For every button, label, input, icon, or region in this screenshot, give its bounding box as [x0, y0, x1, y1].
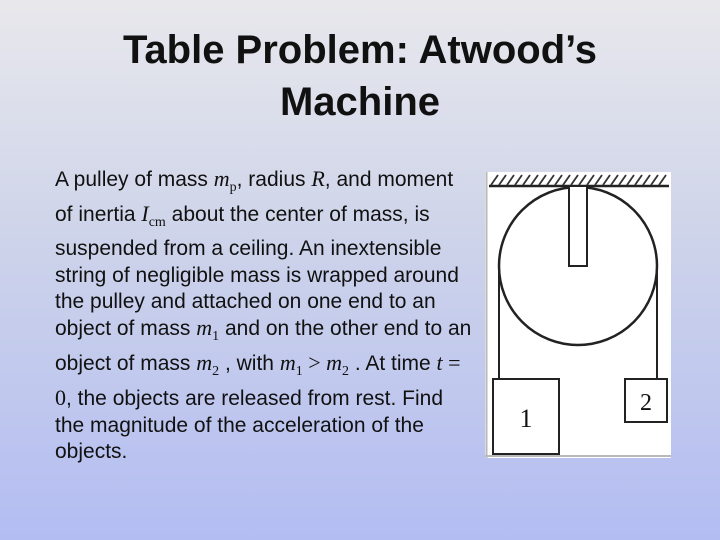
sub-2-compare: 2 — [342, 364, 350, 380]
sub-cm: cm — [148, 215, 166, 231]
title-line-1: Table Problem: Atwood’s — [122, 28, 598, 72]
sub-p: p — [229, 180, 237, 195]
mass-1-label: 1 — [519, 404, 533, 433]
problem-statement — [55, 166, 475, 465]
greater-than: > — [302, 350, 327, 376]
var-m: m — [213, 166, 230, 191]
var-m2-compare: m — [326, 350, 343, 376]
text-segment: about the center of mass, is suspended from a ceiling. An inextensible string of negligible mass is wrapped around the pulley and attached on one end to an object of mass — [55, 203, 459, 341]
pulley-support — [569, 186, 587, 266]
text-segment: , with — [219, 352, 280, 376]
text-segment: , the objects are released from rest. Find the magnitude of the acceleration of the objects. — [55, 387, 444, 463]
var-I: I — [141, 201, 149, 227]
slide-title — [0, 24, 720, 128]
text-segment: , radius — [236, 168, 312, 191]
text-segment: , and moment of inertia — [55, 168, 454, 227]
text-segment: . At time — [349, 352, 437, 376]
var-R: R — [311, 166, 325, 191]
title-line-2: Machine — [279, 80, 441, 124]
var-m1: m — [196, 315, 213, 341]
equals-zero: = 0 — [55, 350, 461, 411]
sub-1-compare: 1 — [295, 364, 303, 380]
text-segment: and on the other end to an object of mass — [55, 317, 472, 376]
sub-1: 1 — [212, 329, 220, 345]
atwood-machine-diagram — [485, 172, 671, 458]
sub-2: 2 — [212, 364, 220, 380]
mass-2-label: 2 — [640, 390, 652, 416]
var-m2: m — [196, 350, 213, 376]
var-m1-compare: m — [279, 350, 296, 376]
text-segment: A pulley of mass — [55, 168, 214, 191]
var-t: t — [436, 350, 443, 376]
